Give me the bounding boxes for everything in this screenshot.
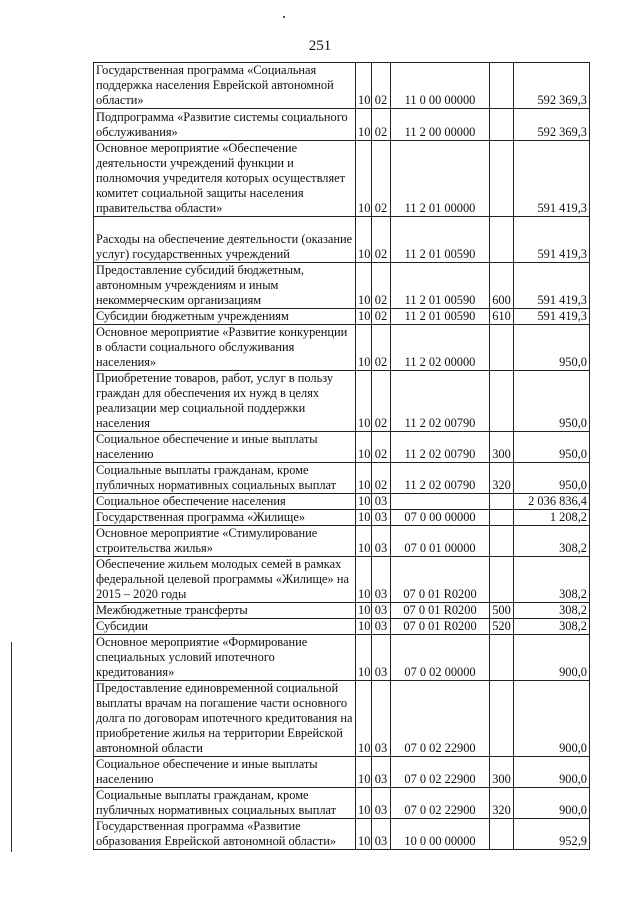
row-name: Социальное обеспечение и иные выплаты населению [94, 432, 356, 463]
row-expense-type [490, 325, 514, 371]
row-target-article: 11 2 01 00590 [391, 217, 490, 263]
row-subsection: 03 [372, 494, 391, 510]
row-amount: 2 036 836,4 [514, 494, 590, 510]
row-amount: 952,9 [514, 819, 590, 850]
row-target-article: 11 2 02 00790 [391, 463, 490, 494]
row-target-article [391, 494, 490, 510]
table-row [94, 432, 590, 463]
row-section: 10 [356, 557, 372, 603]
row-name: Государственная программа «Жилище» [94, 510, 356, 526]
row-amount: 1 208,2 [514, 510, 590, 526]
row-subsection: 02 [372, 325, 391, 371]
row-subsection: 02 [372, 263, 391, 309]
row-subsection: 03 [372, 757, 391, 788]
row-target-article: 11 0 00 00000 [391, 63, 490, 109]
row-section: 10 [356, 463, 372, 494]
table-row [94, 788, 590, 819]
row-expense-type: 320 [490, 463, 514, 494]
row-expense-type [490, 494, 514, 510]
row-name: Социальное обеспечение и иные выплаты населению [94, 757, 356, 788]
table-row [94, 309, 590, 325]
row-amount: 591 419,3 [514, 309, 590, 325]
row-subsection: 02 [372, 463, 391, 494]
row-target-article: 11 2 00 00000 [391, 109, 490, 141]
row-subsection: 03 [372, 603, 391, 619]
row-target-article: 07 0 02 22900 [391, 788, 490, 819]
row-subsection: 02 [372, 217, 391, 263]
page-number: 251 [308, 38, 332, 54]
table-row [94, 263, 590, 309]
row-amount: 900,0 [514, 757, 590, 788]
row-expense-type: 520 [490, 619, 514, 635]
row-expense-type [490, 681, 514, 757]
row-subsection: 02 [372, 371, 391, 432]
table-row [94, 63, 590, 109]
row-section: 10 [356, 494, 372, 510]
row-section: 10 [356, 109, 372, 141]
row-subsection: 03 [372, 557, 391, 603]
row-amount: 950,0 [514, 432, 590, 463]
row-expense-type [490, 141, 514, 217]
table-row [94, 619, 590, 635]
row-name: Обеспечение жильем молодых семей в рамках федеральной целевой программы «Жилище» на 2015 – 2020 годы [94, 557, 356, 603]
row-amount: 592 369,3 [514, 109, 590, 141]
row-expense-type [490, 635, 514, 681]
row-subsection: 03 [372, 819, 391, 850]
row-expense-type: 610 [490, 309, 514, 325]
row-target-article: 11 2 02 00790 [391, 371, 490, 432]
row-name: Субсидии [94, 619, 356, 635]
row-name: Предоставление субсидий бюджетным, автономным учреждениям и иным некоммерческим организациям [94, 263, 356, 309]
row-amount: 591 419,3 [514, 141, 590, 217]
table-row [94, 109, 590, 141]
row-name: Государственная программа «Развитие образования Еврейской автономной области» [94, 819, 356, 850]
row-name: Субсидии бюджетным учреждениям [94, 309, 356, 325]
row-section: 10 [356, 619, 372, 635]
row-expense-type [490, 510, 514, 526]
row-amount: 950,0 [514, 371, 590, 432]
row-subsection: 02 [372, 309, 391, 325]
row-subsection: 03 [372, 619, 391, 635]
table-row [94, 510, 590, 526]
row-subsection: 03 [372, 635, 391, 681]
row-name: Основное мероприятие «Обеспечение деятельности учреждений функции и полномочия учредителя которых осуществляет комитет социальной защиты населения правительства области» [94, 141, 356, 217]
row-expense-type: 300 [490, 757, 514, 788]
row-section: 10 [356, 526, 372, 557]
row-amount: 308,2 [514, 619, 590, 635]
table-row [94, 325, 590, 371]
row-expense-type [490, 217, 514, 263]
table-row [94, 141, 590, 217]
row-section: 10 [356, 263, 372, 309]
row-subsection: 02 [372, 63, 391, 109]
table-row [94, 681, 590, 757]
table-row [94, 603, 590, 619]
row-section: 10 [356, 681, 372, 757]
row-target-article: 07 0 02 22900 [391, 757, 490, 788]
row-name: Предоставление единовременной социальной выплаты врачам на погашение части основного долга по договорам ипотечного кредитования на приобретение жилья на территории Еврейской автономной области [94, 681, 356, 757]
row-name: Расходы на обеспечение деятельности (оказание услуг) государственных учреждений [94, 217, 356, 263]
row-target-article: 11 2 02 00790 [391, 432, 490, 463]
table-row [94, 463, 590, 494]
row-subsection: 03 [372, 788, 391, 819]
row-amount: 900,0 [514, 681, 590, 757]
row-amount: 591 419,3 [514, 263, 590, 309]
row-name: Приобретение товаров, работ, услуг в пользу граждан для обеспечения их нужд в целях реализации мер социальной поддержки населения [94, 371, 356, 432]
row-section: 10 [356, 635, 372, 681]
row-section: 10 [356, 603, 372, 619]
row-section: 10 [356, 141, 372, 217]
table-row [94, 526, 590, 557]
row-expense-type: 500 [490, 603, 514, 619]
row-amount: 950,0 [514, 463, 590, 494]
row-section: 10 [356, 309, 372, 325]
table-row [94, 635, 590, 681]
budget-table [93, 62, 590, 850]
row-target-article: 07 0 01 00000 [391, 526, 490, 557]
row-name: Основное мероприятие «Стимулирование строительства жилья» [94, 526, 356, 557]
row-expense-type [490, 557, 514, 603]
row-subsection: 03 [372, 510, 391, 526]
row-subsection: 03 [372, 681, 391, 757]
row-expense-type [490, 371, 514, 432]
row-target-article: 07 0 01 R0200 [391, 619, 490, 635]
row-name: Социальные выплаты гражданам, кроме публичных нормативных социальных выплат [94, 788, 356, 819]
row-subsection: 02 [372, 141, 391, 217]
row-name: Социальное обеспечение населения [94, 494, 356, 510]
row-name: Социальные выплаты гражданам, кроме публичных нормативных социальных выплат [94, 463, 356, 494]
row-expense-type: 320 [490, 788, 514, 819]
row-subsection: 02 [372, 432, 391, 463]
row-section: 10 [356, 325, 372, 371]
row-target-article: 07 0 01 R0200 [391, 603, 490, 619]
row-section: 10 [356, 371, 372, 432]
row-section: 10 [356, 757, 372, 788]
row-expense-type [490, 819, 514, 850]
table-row [94, 371, 590, 432]
row-amount: 308,2 [514, 603, 590, 619]
row-section: 10 [356, 217, 372, 263]
row-expense-type [490, 63, 514, 109]
row-target-article: 07 0 02 00000 [391, 635, 490, 681]
table-row [94, 217, 590, 263]
row-section: 10 [356, 63, 372, 109]
row-amount: 592 369,3 [514, 63, 590, 109]
row-expense-type [490, 109, 514, 141]
row-expense-type: 600 [490, 263, 514, 309]
row-target-article: 11 2 01 00000 [391, 141, 490, 217]
table-row [94, 557, 590, 603]
table-row [94, 494, 590, 510]
row-target-article: 07 0 00 00000 [391, 510, 490, 526]
row-amount: 591 419,3 [514, 217, 590, 263]
row-target-article: 11 2 02 00000 [391, 325, 490, 371]
row-section: 10 [356, 510, 372, 526]
row-expense-type: 300 [490, 432, 514, 463]
row-amount: 308,2 [514, 526, 590, 557]
row-section: 10 [356, 432, 372, 463]
row-expense-type [490, 526, 514, 557]
row-amount: 308,2 [514, 557, 590, 603]
table-row [94, 819, 590, 850]
row-amount: 950,0 [514, 325, 590, 371]
row-target-article: 11 2 01 00590 [391, 263, 490, 309]
row-target-article: 10 0 00 00000 [391, 819, 490, 850]
row-subsection: 02 [372, 109, 391, 141]
row-name: Подпрограмма «Развитие системы социального обслуживания» [94, 109, 356, 141]
row-subsection: 03 [372, 526, 391, 557]
row-target-article: 07 0 02 22900 [391, 681, 490, 757]
row-target-article: 07 0 01 R0200 [391, 557, 490, 603]
row-section: 10 [356, 819, 372, 850]
margin-line [11, 642, 12, 852]
row-target-article: 11 2 01 00590 [391, 309, 490, 325]
row-name: Основное мероприятие «Развитие конкуренции в области социального обслуживания населения» [94, 325, 356, 371]
row-section: 10 [356, 788, 372, 819]
row-name: Межбюджетные трансферты [94, 603, 356, 619]
table-row [94, 757, 590, 788]
row-name: Основное мероприятие «Формирование специальных условий ипотечного кредитования» [94, 635, 356, 681]
row-amount: 900,0 [514, 788, 590, 819]
row-name: Государственная программа «Социальная поддержка населения Еврейской автономной области» [94, 63, 356, 109]
row-amount: 900,0 [514, 635, 590, 681]
scan-speck [283, 16, 285, 18]
